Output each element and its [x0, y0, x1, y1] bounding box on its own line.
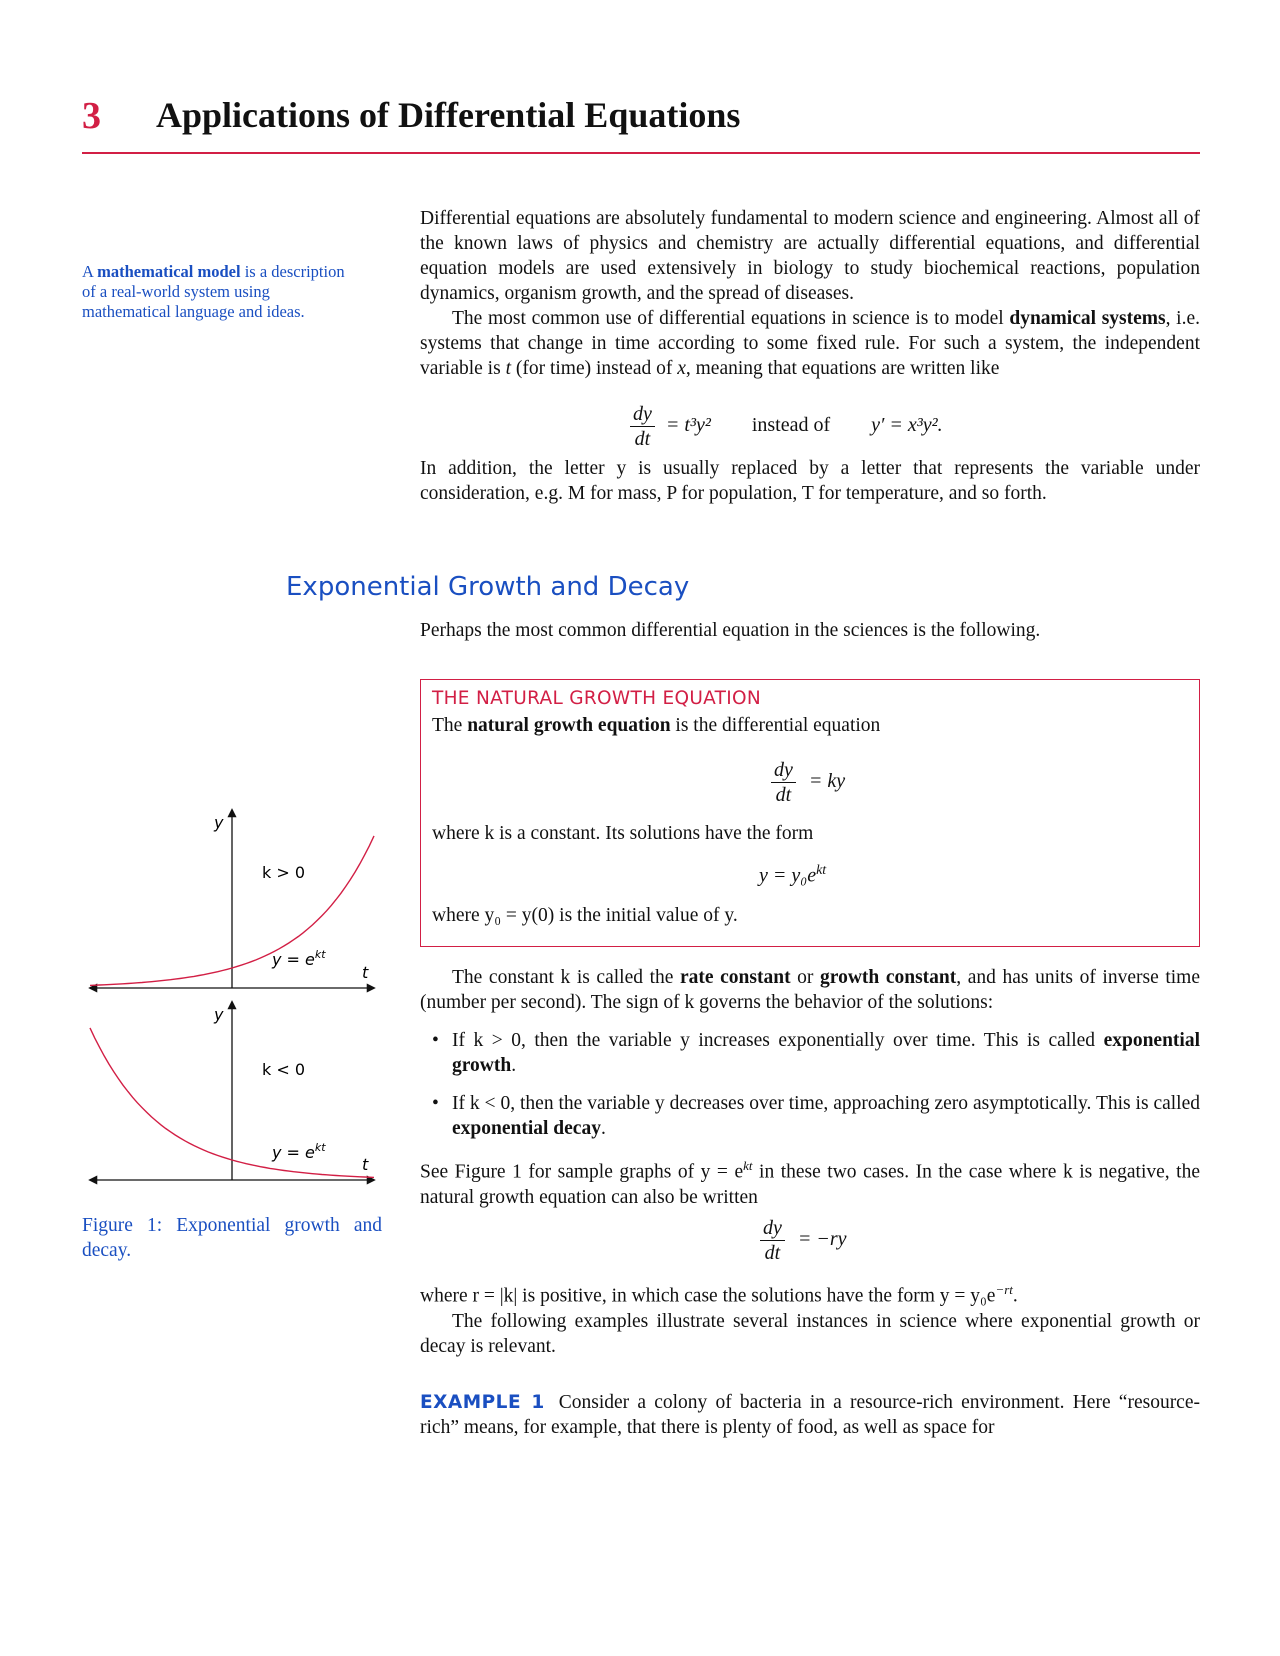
intro-block	[420, 206, 1200, 381]
intro-paragraph-1: Differential equations are absolutely fundamental to modern science and engineering. Almost all of the known laws of physics and chemistry are actually differential equations, and differential equation models are used extensively in biology to study biochemical reactions, population dynamics, organism growth, and the spread of diseases.	[420, 208, 1200, 304]
example-label: EXAMPLE 1	[420, 1392, 545, 1413]
decay-equation: $\frac{dy}{dt}$ = −ry	[760, 1216, 847, 1265]
example-text: Consider a colony of bacteria in a resource-rich environment. Here “resource-rich” means, for example, that there is plenty of food, as well as space for	[420, 1392, 1200, 1438]
chapter-title: Applications of Differential Equations	[156, 95, 741, 135]
solution-equation: $y = y_0e^{kt}$	[759, 863, 827, 887]
margin-note-prefix: A	[82, 262, 94, 281]
k-negative-label: k < 0	[262, 1060, 306, 1079]
t-axis-label-bottom: t	[362, 1155, 369, 1174]
margin-note-text: is a description of a real-world system using mathematical language and ideas.	[82, 262, 345, 321]
example-1	[420, 1390, 1200, 1440]
section-lead: Perhaps the most common differential equation in the sciences is the following.	[420, 620, 1041, 641]
k-positive-label: k > 0	[262, 863, 306, 882]
bullet-decay: • If k < 0, then the variable y decreases over time, approaching zero asymptotically. This is called exponential decay.	[452, 1091, 1200, 1141]
natural-growth-equation: $\frac{dy}{dt}$ = ky	[771, 758, 845, 807]
y-axis-label-top: y	[214, 813, 224, 832]
margin-note-term: mathematical model	[97, 262, 241, 281]
figure-exponential	[82, 800, 382, 1200]
rate-constant-paragraph: The constant k is called the rate constant or growth constant, and has units of inverse time (number per second). The sign of k governs the behavior of the solutions:	[420, 967, 1200, 1013]
section-title: Exponential Growth and Decay	[286, 572, 690, 602]
figure-caption: Figure 1: Exponential growth and decay.	[82, 1215, 382, 1261]
see-figure-paragraph: See Figure 1 for sample graphs of $y = e^{kt}$ in these two cases. In the case where k is negative, the natural growth equation can also be written	[420, 1158, 1201, 1208]
definition-line-3: where y₀ = y(0) is the initial value of y.	[432, 905, 738, 926]
definition-line-2: where k is a constant. Its solutions have the form	[432, 823, 814, 844]
margin-note	[82, 262, 352, 322]
chapter-heading	[82, 92, 1200, 154]
bullet-growth: • If k > 0, then the variable y increases exponentially over time. This is called exponential growth.	[452, 1028, 1200, 1078]
growth-curve-label: $y = e^{kt}$	[272, 948, 326, 969]
chapter-number: 3	[82, 95, 101, 137]
after-decay-paragraph: where r = |k| is positive, in which case the solutions have the form $y = y_0e^{-rt}$. The following examples illustrate several instances in science where exponential growth or decay is relevant.	[420, 1282, 1200, 1357]
definition-box-title: THE NATURAL GROWTH EQUATION	[432, 688, 762, 709]
equation-time-example: $\frac{dy}{dt}$ = t³y² instead of y′ = x³y².	[630, 402, 943, 451]
t-axis-label-top: t	[362, 963, 369, 982]
intro-paragraph-3: In addition, the letter y is usually replaced by a letter that represents the variable under consideration, e.g. M for mass, P for population, T for temperature, and so forth.	[420, 458, 1200, 504]
intro-paragraph-2: The most common use of differential equations in science is to model dynamical systems, i.e. systems that change in time according to some fixed rule. For such a system, the independent variable is t (for time) instead of x, meaning that equations are written like	[420, 308, 1200, 379]
definition-box	[420, 679, 1200, 947]
y-axis-label-bottom: y	[214, 1005, 224, 1024]
plot-growth	[90, 810, 374, 988]
plot-decay	[90, 1002, 374, 1180]
definition-line-1: The natural growth equation is the differential equation	[432, 715, 881, 736]
decay-curve-label: $y = e^{kt}$	[272, 1141, 326, 1162]
